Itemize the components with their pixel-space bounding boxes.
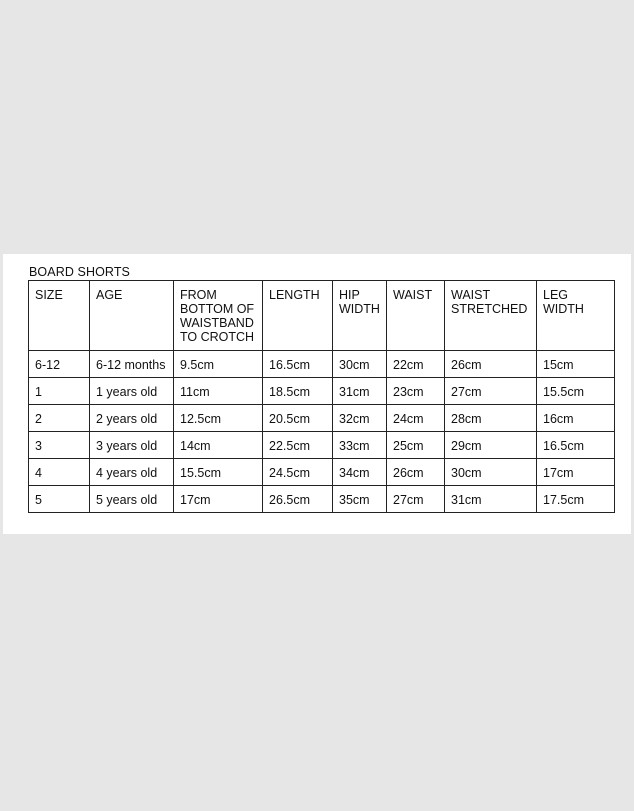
table-cell: 30cm — [445, 459, 537, 486]
table-cell: 6-12 — [29, 351, 90, 378]
table-cell: 23cm — [387, 378, 445, 405]
chart-title: BOARD SHORTS — [29, 265, 130, 279]
table-cell: 5 years old — [90, 486, 174, 513]
col-header-line: SIZE — [35, 288, 63, 302]
table-cell: 3 — [29, 432, 90, 459]
col-header-size — [29, 281, 90, 351]
table-cell: 27cm — [387, 486, 445, 513]
table-cell: 1 — [29, 378, 90, 405]
table-cell: 31cm — [333, 378, 387, 405]
col-header-line: HIP — [339, 288, 360, 302]
col-header-line: FROM — [180, 288, 217, 302]
table-cell: 16.5cm — [537, 432, 615, 459]
table-row — [29, 432, 615, 459]
col-header-line: LEG — [543, 288, 569, 302]
col-header-waist — [387, 281, 445, 351]
table-cell: 15.5cm — [174, 459, 263, 486]
table-cell: 16.5cm — [263, 351, 333, 378]
col-header-line: WAISTBAND — [180, 316, 254, 330]
col-header-age — [90, 281, 174, 351]
table-cell: 2 years old — [90, 405, 174, 432]
table-cell: 26.5cm — [263, 486, 333, 513]
col-header-line: STRETCHED — [451, 302, 528, 316]
col-header-line: BOTTOM OF — [180, 302, 255, 316]
col-header-line: WAIST — [393, 288, 433, 302]
table-cell: 11cm — [174, 378, 263, 405]
col-header-line: WIDTH — [543, 302, 584, 316]
table-cell: 9.5cm — [174, 351, 263, 378]
table-cell: 3 years old — [90, 432, 174, 459]
table-cell: 2 — [29, 405, 90, 432]
col-header-line: WAIST — [451, 288, 491, 302]
table-cell: 12.5cm — [174, 405, 263, 432]
table-cell: 16cm — [537, 405, 615, 432]
col-header-length — [263, 281, 333, 351]
col-header-line: TO CROTCH — [180, 330, 255, 344]
table-cell: 17cm — [537, 459, 615, 486]
table-row — [29, 405, 615, 432]
col-header-line: AGE — [96, 288, 123, 302]
table-cell: 24.5cm — [263, 459, 333, 486]
table-cell: 5 — [29, 486, 90, 513]
table-cell: 22cm — [387, 351, 445, 378]
table-cell: 20.5cm — [263, 405, 333, 432]
table-cell: 35cm — [333, 486, 387, 513]
table-cell: 30cm — [333, 351, 387, 378]
table-cell: 29cm — [445, 432, 537, 459]
table-cell: 17.5cm — [537, 486, 615, 513]
table-cell: 22.5cm — [263, 432, 333, 459]
col-header-hip-width — [333, 281, 387, 351]
col-header-line: WIDTH — [339, 302, 380, 316]
table-cell: 1 years old — [90, 378, 174, 405]
table-cell: 24cm — [387, 405, 445, 432]
table-cell: 26cm — [445, 351, 537, 378]
table-cell: 4 years old — [90, 459, 174, 486]
table-row — [29, 459, 615, 486]
table-cell: 18.5cm — [263, 378, 333, 405]
table-cell: 4 — [29, 459, 90, 486]
size-chart-panel — [3, 254, 631, 534]
col-header-leg-width — [537, 281, 615, 351]
table-row — [29, 378, 615, 405]
table-cell: 15.5cm — [537, 378, 615, 405]
table-cell: 28cm — [445, 405, 537, 432]
table-cell: 6-12 months — [90, 351, 174, 378]
size-table — [28, 280, 615, 513]
table-cell: 32cm — [333, 405, 387, 432]
col-header-waist-stretched — [445, 281, 537, 351]
header-row — [29, 281, 615, 351]
table-cell: 31cm — [445, 486, 537, 513]
table-row — [29, 351, 615, 378]
table-cell: 33cm — [333, 432, 387, 459]
table-cell: 25cm — [387, 432, 445, 459]
table-cell: 14cm — [174, 432, 263, 459]
table-cell: 15cm — [537, 351, 615, 378]
table-cell: 26cm — [387, 459, 445, 486]
table-row — [29, 486, 615, 513]
table-cell: 27cm — [445, 378, 537, 405]
table-cell: 34cm — [333, 459, 387, 486]
table-cell: 17cm — [174, 486, 263, 513]
col-header-line: LENGTH — [269, 288, 320, 302]
col-header-crotch — [174, 281, 263, 351]
